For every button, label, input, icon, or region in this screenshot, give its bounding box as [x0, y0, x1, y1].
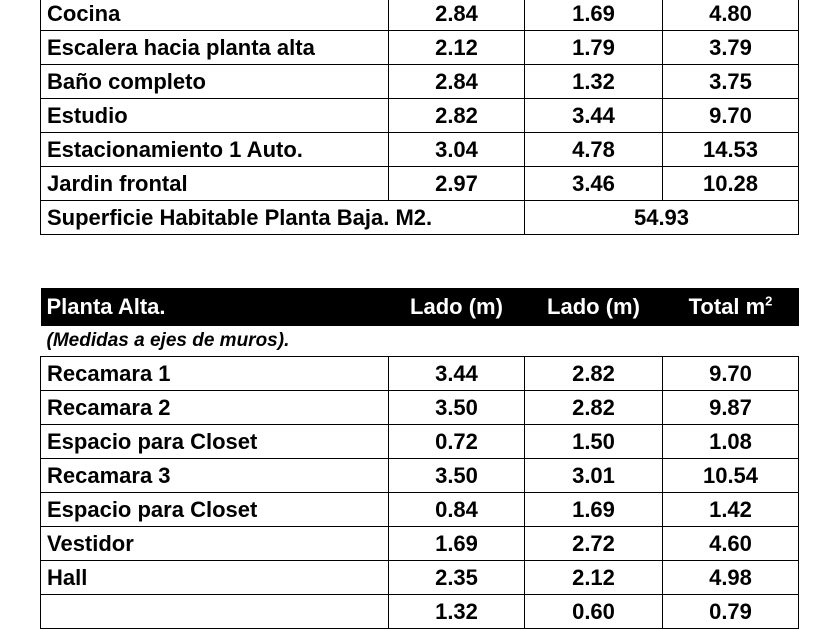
area-total-value: 9.70	[663, 99, 799, 133]
summary-value: 54.93	[525, 201, 799, 235]
side-b-value: 1.32	[525, 65, 663, 99]
area-total-value: 4.80	[663, 0, 799, 31]
side-b-value: 2.82	[525, 357, 663, 391]
room-name: Vestidor	[41, 527, 389, 561]
side-a-value: 2.82	[389, 99, 525, 133]
table-row	[41, 65, 799, 99]
ground-floor-summary-row	[41, 201, 799, 235]
side-b-value: 0.60	[525, 595, 663, 629]
side-b-value: 2.72	[525, 527, 663, 561]
table-row	[41, 391, 799, 425]
table-row	[41, 425, 799, 459]
column-header-total-unit: 2	[765, 293, 773, 309]
summary-label: Superficie Habitable Planta Baja. M2.	[41, 201, 525, 235]
room-name: Hall	[41, 561, 389, 595]
room-name: Jardin frontal	[41, 167, 389, 201]
room-name: Escalera hacia planta alta	[41, 31, 389, 65]
side-b-value: 1.69	[525, 493, 663, 527]
area-total-value: 14.53	[663, 133, 799, 167]
table-row	[41, 167, 799, 201]
side-a-value: 3.04	[389, 133, 525, 167]
area-total-value: 1.42	[663, 493, 799, 527]
column-header-total-label: Total m	[688, 294, 766, 319]
column-header-side-a: Lado (m)	[389, 288, 525, 326]
upper-floor-title: Planta Alta.	[41, 288, 389, 326]
area-total-value: 9.87	[663, 391, 799, 425]
side-a-value: 2.12	[389, 31, 525, 65]
side-a-value: 1.69	[389, 527, 525, 561]
side-a-value: 3.44	[389, 357, 525, 391]
upper-floor-header-row	[41, 288, 799, 326]
ground-floor-rows	[41, 0, 799, 201]
table-row	[41, 133, 799, 167]
upper-floor-table	[40, 288, 799, 629]
column-header-total	[663, 288, 799, 326]
table-row	[41, 31, 799, 65]
side-a-value: 2.84	[389, 0, 525, 31]
room-name: Recamara 3	[41, 459, 389, 493]
side-a-value: 2.97	[389, 167, 525, 201]
area-total-value: 3.79	[663, 31, 799, 65]
side-a-value: 3.50	[389, 391, 525, 425]
room-name: Recamara 1	[41, 357, 389, 391]
area-total-value: 10.54	[663, 459, 799, 493]
table-row	[41, 99, 799, 133]
area-total-value: 4.98	[663, 561, 799, 595]
table-row	[41, 357, 799, 391]
area-total-value: 1.08	[663, 425, 799, 459]
table-row	[41, 595, 799, 629]
area-total-value: 4.60	[663, 527, 799, 561]
area-total-value: 3.75	[663, 65, 799, 99]
table-row	[41, 493, 799, 527]
side-b-value: 3.46	[525, 167, 663, 201]
table-row	[41, 561, 799, 595]
side-b-value: 3.01	[525, 459, 663, 493]
side-b-value: 1.79	[525, 31, 663, 65]
room-name: Recamara 2	[41, 391, 389, 425]
room-name: Estudio	[41, 99, 389, 133]
measurement-note-row	[41, 326, 799, 357]
area-total-value: 0.79	[663, 595, 799, 629]
table-row	[41, 459, 799, 493]
room-name: Estacionamiento 1 Auto.	[41, 133, 389, 167]
room-name: Espacio para Closet	[41, 425, 389, 459]
area-total-value: 9.70	[663, 357, 799, 391]
side-b-value: 3.44	[525, 99, 663, 133]
room-name: Espacio para Closet	[41, 493, 389, 527]
room-name	[41, 595, 389, 629]
upper-floor-rows	[41, 357, 799, 629]
area-total-value: 10.28	[663, 167, 799, 201]
side-b-value: 2.82	[525, 391, 663, 425]
room-name: Cocina	[41, 0, 389, 31]
table-row	[41, 527, 799, 561]
side-a-value: 3.50	[389, 459, 525, 493]
side-b-value: 1.50	[525, 425, 663, 459]
side-a-value: 1.32	[389, 595, 525, 629]
column-header-side-b: Lado (m)	[525, 288, 663, 326]
room-name: Baño completo	[41, 65, 389, 99]
side-a-value: 0.84	[389, 493, 525, 527]
side-b-value: 4.78	[525, 133, 663, 167]
ground-floor-table	[40, 0, 799, 235]
side-a-value: 0.72	[389, 425, 525, 459]
measurement-note: (Medidas a ejes de muros).	[46, 330, 290, 351]
table-row	[41, 0, 799, 31]
side-b-value: 2.12	[525, 561, 663, 595]
side-a-value: 2.84	[389, 65, 525, 99]
side-b-value: 1.69	[525, 0, 663, 31]
side-a-value: 2.35	[389, 561, 525, 595]
